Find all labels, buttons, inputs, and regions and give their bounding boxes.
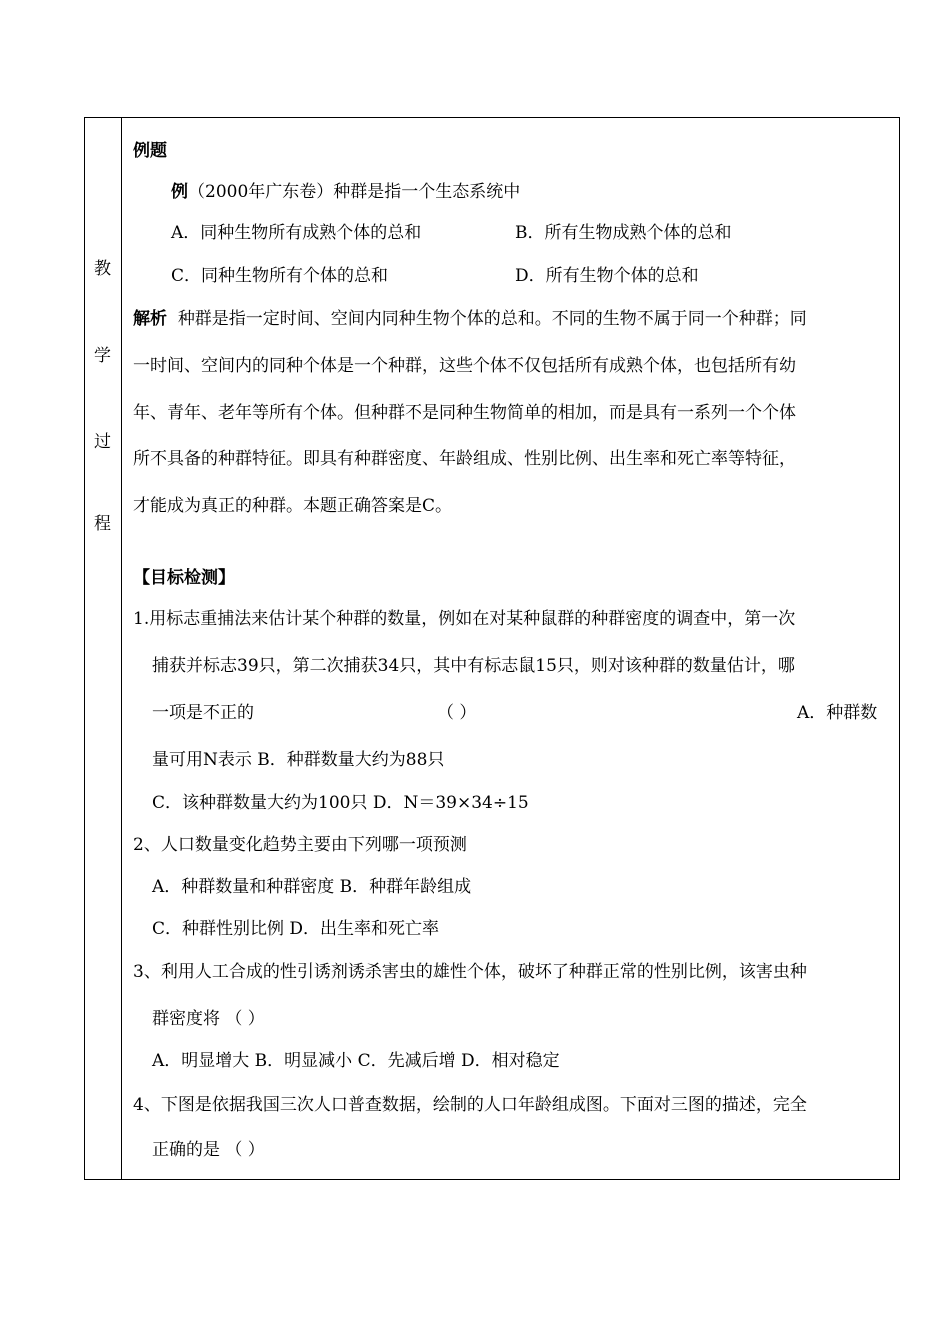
analysis-line bbox=[133, 307, 807, 331]
q1-line: 捕获并标志39只，第二次捕获34只，其中有标志鼠15只，则对该种群的数量估计，哪 bbox=[152, 656, 795, 676]
q2-options: A．种群数量和种群密度 B．种群年龄组成 bbox=[152, 877, 472, 897]
q3-line: 群密度将 （ ） bbox=[152, 1009, 265, 1029]
column-divider bbox=[121, 117, 122, 1180]
side-label-char: 教 bbox=[94, 259, 111, 279]
side-label-char: 程 bbox=[94, 514, 111, 534]
analysis-text: 种群是指一定时间、空间内同种生物个体的总和。不同的生物不属于同一个种群；同 bbox=[177, 309, 807, 329]
side-label-char: 过 bbox=[94, 432, 111, 452]
option-b: B．所有生物成熟个体的总和 bbox=[515, 223, 732, 243]
analysis-line: 一时间、空间内的同种个体是一个种群，这些个体不仅包括所有成熟个体，也包括所有幼 bbox=[133, 356, 796, 376]
example-question-text: （2000年广东卷）种群是指一个生态系统中 bbox=[188, 182, 521, 202]
q1-option-a-start: A．种群数 bbox=[797, 703, 878, 723]
q2-line: 2、人口数量变化趋势主要由下列哪一项预测 bbox=[133, 835, 467, 855]
analysis-line: 所不具备的种群特征。即具有种群密度、年龄组成、性别比例、出生率和死亡率等特征， bbox=[133, 449, 796, 469]
q3-options: A．明显增大 B．明显减小 C．先减后增 D．相对稳定 bbox=[152, 1051, 560, 1071]
analysis-line: 年、青年、老年等所有个体。但种群不是同种生物简单的相加，而是具有一系列一个个体 bbox=[133, 403, 796, 423]
q4-line: 4、下图是依据我国三次人口普查数据，绘制的人口年龄组成图。下面对三图的描述，完全 bbox=[133, 1095, 807, 1115]
option-a: A．同种生物所有成熟个体的总和 bbox=[171, 223, 422, 243]
example-question bbox=[171, 180, 520, 204]
q1-line: 量可用N表示 B．种群数量大约为88只 bbox=[152, 750, 445, 770]
option-c: C．同种生物所有个体的总和 bbox=[171, 266, 389, 286]
example-label: 例 bbox=[171, 182, 188, 202]
q1-line: 1.用标志重捕法来估计某个种群的数量，例如在对某种鼠群的种群密度的调查中，第一次 bbox=[133, 609, 796, 629]
q1-line: C．该种群数量大约为100只 D．N＝39×34÷15 bbox=[152, 793, 529, 813]
target-heading: 【目标检测】 bbox=[133, 568, 235, 588]
q1-answer-paren: （ ） bbox=[437, 703, 477, 723]
q2-options: C．种群性别比例 D．出生率和死亡率 bbox=[152, 919, 440, 939]
q4-line: 正确的是 （ ） bbox=[152, 1140, 265, 1160]
side-label-char: 学 bbox=[94, 346, 111, 366]
q1-line: 一项是不正的 bbox=[152, 703, 254, 723]
example-heading: 例题 bbox=[133, 141, 167, 161]
analysis-line: 才能成为真正的种群。本题正确答案是C。 bbox=[133, 496, 453, 516]
q3-line: 3、利用人工合成的性引诱剂诱杀害虫的雄性个体，破坏了种群正常的性别比例，该害虫种 bbox=[133, 962, 807, 982]
analysis-label: 解析 bbox=[133, 309, 167, 329]
option-d: D．所有生物个体的总和 bbox=[515, 266, 699, 286]
